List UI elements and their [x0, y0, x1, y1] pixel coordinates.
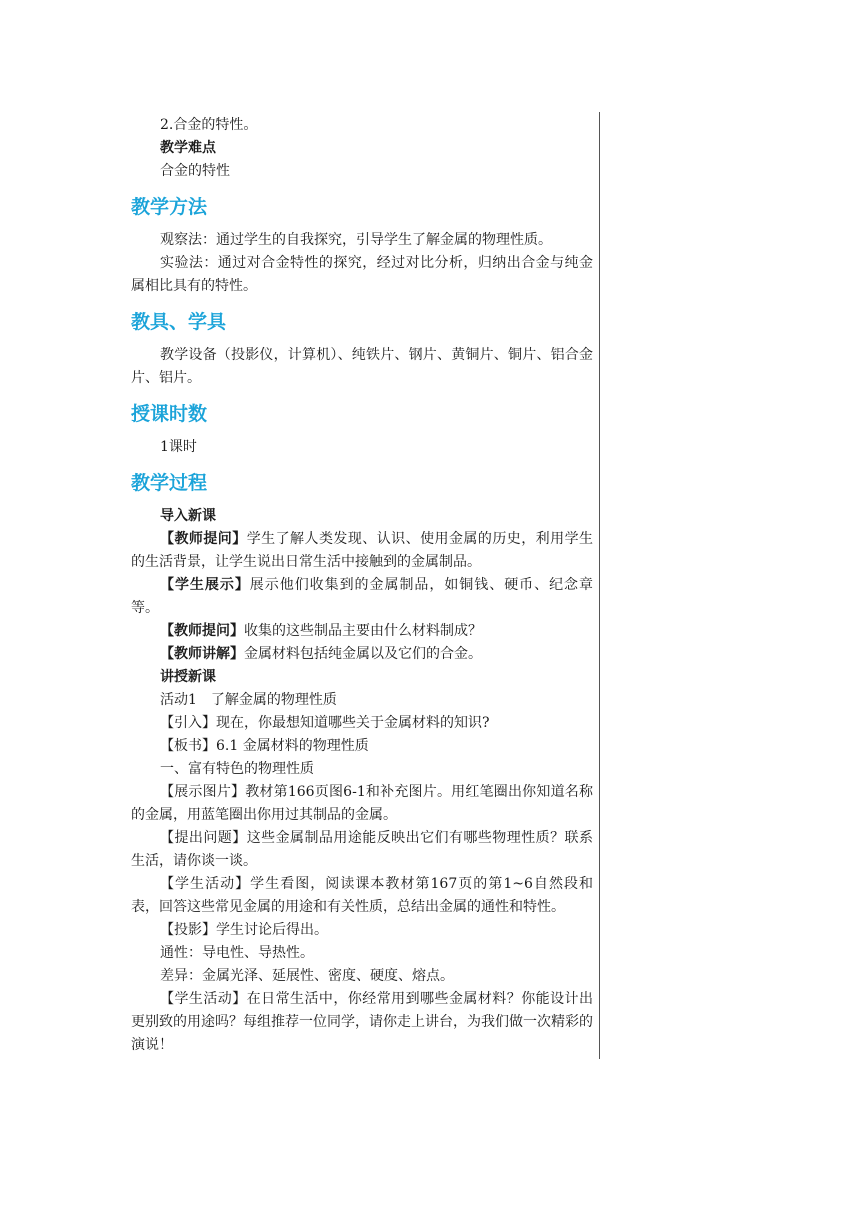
- paragraph: 【学生活动】在日常生活中，你经常用到哪些金属材料？你能设计出更别致的用途吗？每组推荐一位同学，请你走上讲台，为我们做一次精彩的演说！: [131, 991, 593, 1053]
- tag-label: 【教师提问】: [160, 531, 247, 547]
- paragraph: 【板书】6.1 金属材料的物理性质: [160, 738, 369, 754]
- paragraph: 实验法：通过对合金特性的探究，经过对比分析，归纳出合金与纯金属相比具有的特性。: [131, 255, 593, 294]
- paragraph: 通性：导电性、导热性。: [160, 945, 314, 961]
- paragraph: 差异：金属光泽、延展性、密度、硬度、熔点。: [160, 968, 454, 984]
- tag-label: 【学生展示】: [160, 577, 250, 593]
- subheading-difficulty: 教学难点: [160, 140, 216, 156]
- section-heading-methods: 教学方法: [131, 196, 208, 218]
- section-heading-process: 教学过程: [131, 472, 208, 494]
- paragraph: 【提出问题】这些金属制品用途能反映出它们有哪些物理性质？联系生活，请你谈一谈。: [131, 830, 593, 869]
- subheading-intro: 导入新课: [160, 508, 216, 524]
- paragraph: 活动1 了解金属的物理性质: [160, 692, 337, 708]
- paragraph: 1课时: [160, 439, 197, 455]
- tag-label: 【教师讲解】: [160, 646, 244, 662]
- paragraph: 【引入】现在，你最想知道哪些关于金属材料的知识?: [160, 715, 490, 731]
- paragraph: 【学生活动】学生看图，阅读课本教材第167页的第1~6自然段和表，回答这些常见金属的用途和有关性质，总结出金属的通性和特性。: [131, 876, 593, 915]
- section-heading-hours: 授课时数: [131, 403, 208, 425]
- section-heading-tools: 教具、学具: [131, 311, 227, 333]
- paragraph: 观察法：通过学生的自我探究，引导学生了解金属的物理性质。: [160, 232, 552, 248]
- paragraph: 教学设备（投影仪，计算机）、纯铁片、钢片、黄铜片、铜片、铝合金片、铝片。: [131, 347, 593, 386]
- subheading-new-lesson: 讲授新课: [160, 669, 216, 685]
- margin-rule: [599, 112, 600, 1059]
- paragraph: 【教师提问】收集的这些制品主要由什么材料制成？: [160, 623, 482, 639]
- paragraph: 2.合金的特性。: [160, 117, 258, 133]
- paragraph: 【学生展示】展示他们收集到的金属制品，如铜钱、硬币、纪念章等。: [131, 577, 594, 616]
- paragraph: 【教师提问】学生了解人类发现、认识、使用金属的历史，利用学生的生活背景，让学生说出日常生活中接触到的金属制品。: [131, 531, 594, 570]
- paragraph: 【教师讲解】金属材料包括纯金属以及它们的合金。: [160, 646, 482, 662]
- paragraph: 【投影】学生讨论后得出。: [160, 922, 328, 938]
- paragraph: 合金的特性: [160, 163, 230, 179]
- document-body: [131, 114, 593, 1057]
- tag-label: 【教师提问】: [160, 623, 244, 639]
- paragraph: 一、富有特色的物理性质: [160, 761, 314, 777]
- paragraph: 【展示图片】教材第166页图6-1和补充图片。用红笔圈出你知道名称的金属，用蓝笔圈出你用过其制品的金属。: [131, 784, 593, 823]
